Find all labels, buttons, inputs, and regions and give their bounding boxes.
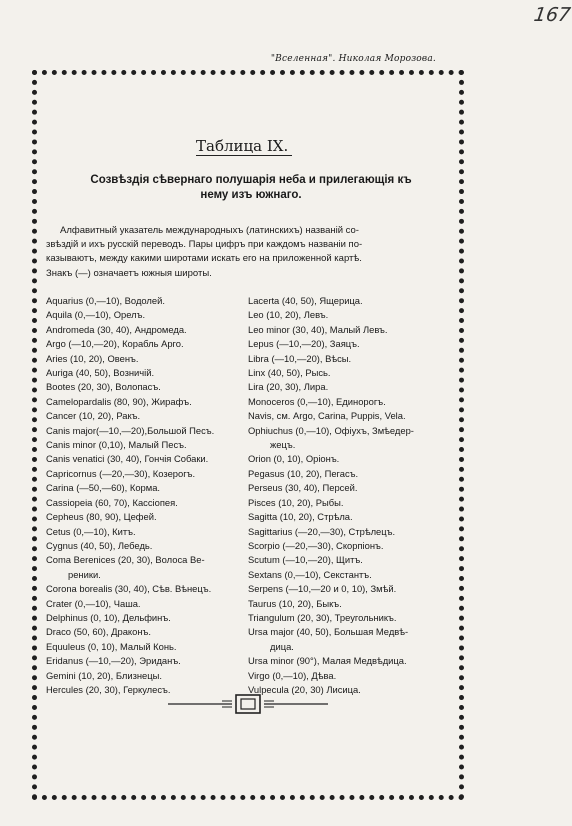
list-item: Sagitta (10, 20), Стрѣла.	[248, 511, 353, 523]
list-item: Perseus (30, 40), Персей.	[248, 482, 358, 494]
list-item: Scutum (—10,—20), Щитъ.	[248, 554, 363, 566]
list-item: Lacerta (40, 50), Ящерица.	[248, 295, 363, 306]
list-item: Cygnus (40, 50), Лебедь.	[46, 539, 153, 551]
list-item: Leo (10, 20), Левъ.	[248, 309, 329, 321]
list-item: Vulpecula (20, 30) Лисица.	[248, 683, 361, 695]
list-item: Cancer (10, 20), Ракъ.	[46, 410, 141, 422]
page-number: 167	[532, 4, 572, 26]
list-item: Taurus (10, 20), Быкъ.	[248, 597, 342, 609]
list-item: Ursa minor (90°), Малая Медвѣдица.	[248, 655, 407, 667]
list-item: Eridanus (—10,—20), Эриданъ.	[46, 655, 181, 667]
list-item: Ursa major (40, 50), Большая Медвѣ-	[248, 626, 409, 638]
list-item: Cassiopeia (60, 70), Кассіопея.	[46, 496, 178, 508]
list-item: Lira (20, 30), Лира.	[248, 381, 329, 393]
list-item: Equuleus (0, 10), Малый Конь.	[46, 640, 177, 652]
intro-paragraph	[46, 224, 456, 281]
list-item: Camelopardalis (80, 90), Жирафъ.	[46, 395, 192, 407]
intro-line: звѣздій и ихъ русскій переводъ. Пары цифръ при каждомъ названіи по-	[46, 239, 363, 251]
list-item: Canis major(—10,—20),Большой Песъ.	[46, 424, 215, 436]
running-head: "Вселенная". Николая Морозова.	[270, 54, 436, 64]
list-item: Aquarius (0,—10), Водолей.	[46, 295, 165, 306]
list-item: Carina (—50,—60), Корма.	[46, 482, 161, 494]
list-item: Pisces (10, 20), Рыбы.	[248, 496, 344, 508]
list-item: Coma Berenices (20, 30), Волоса Ве-	[46, 554, 205, 566]
intro-line: казываютъ, между какими широтами искать его на приложенной картѣ.	[46, 253, 362, 265]
list-item: Sagittarius (—20,—30), Стрѣлецъ.	[248, 525, 396, 537]
list-item: Bootes (20, 30), Волопасъ.	[46, 381, 161, 393]
list-item: Lepus (—10,—20), Заяцъ.	[248, 338, 360, 350]
list-item: Hercules (20, 30), Геркулесъ.	[46, 683, 171, 695]
list-item: Leo minor (30, 40), Малый Левъ.	[248, 323, 388, 335]
section-heading	[46, 173, 456, 203]
list-item: Canis venatici (30, 40), Гончія Собаки.	[46, 453, 209, 465]
list-item: Aries (10, 20), Овенъ.	[46, 352, 139, 364]
list-item: Serpens (—10,—20 и 0, 10), Змѣй.	[248, 583, 397, 595]
list-item: Triangulum (20, 30), Треугольникъ.	[248, 611, 397, 623]
constellation-list-right	[248, 294, 458, 697]
intro-line: Знакъ (—) означаетъ южныя широты.	[46, 267, 212, 279]
list-item: Ophiuchus (0,—10), Офіухъ, Змѣедер-	[248, 424, 414, 436]
list-item-continuation: реники.	[68, 568, 101, 580]
list-item: Aquila (0,—10), Орелъ.	[46, 309, 146, 321]
constellation-list-left	[46, 294, 256, 697]
heading-line: нему изъ южнаго.	[200, 189, 302, 201]
list-item: Sextans (0,—10), Секстантъ.	[248, 568, 372, 580]
list-item-continuation: жецъ.	[270, 439, 296, 451]
list-item: Scorpio (—20,—30), Скорпіонъ.	[248, 539, 384, 551]
list-item: Corona borealis (30, 40), Сѣв. Вѣнецъ.	[46, 583, 212, 595]
list-item: Cepheus (80, 90), Цефей.	[46, 511, 157, 523]
table-title: Таблица IX.	[196, 137, 292, 156]
list-item: Monoceros (0,—10), Единорогъ.	[248, 395, 386, 407]
list-item: Capricornus (—20,—30), Козерогъ.	[46, 467, 196, 479]
list-item-continuation: дица.	[270, 640, 294, 652]
list-item: Argo (—10,—20), Корабль Арго.	[46, 338, 184, 350]
list-item: Linx (40, 50), Рысь.	[248, 367, 331, 379]
list-item: Cetus (0,—10), Китъ.	[46, 525, 136, 537]
intro-line: Алфавитный указатель международныхъ (латинскихъ) названій со-	[60, 225, 359, 236]
list-item: Draco (50, 60), Драконъ.	[46, 626, 151, 638]
heading-line: Созвѣздія сѣвернаго полушарія неба и прилегающія къ	[90, 174, 412, 186]
list-item: Auriga (40, 50), Возничій.	[46, 367, 155, 379]
list-item: Libra (—10,—20), Вѣсы.	[248, 352, 352, 364]
list-item: Canis minor (0,10), Малый Песъ.	[46, 439, 187, 451]
list-item: Gemini (10, 20), Близнецы.	[46, 669, 162, 681]
list-item: Virgo (0,—10), Дѣва.	[248, 669, 337, 681]
list-item: Navis, см. Argo, Carina, Puppis, Vela.	[248, 410, 406, 422]
list-item: Crater (0,—10), Чаша.	[46, 597, 141, 609]
list-item: Pegasus (10, 20), Пегасъ.	[248, 467, 359, 479]
ornament-divider	[168, 693, 328, 715]
list-item: Andromeda (30, 40), Андромеда.	[46, 323, 187, 335]
list-item: Delphinus (0, 10), Дельфинъ.	[46, 611, 171, 623]
list-item: Orion (0, 10), Оріонъ.	[248, 453, 340, 465]
